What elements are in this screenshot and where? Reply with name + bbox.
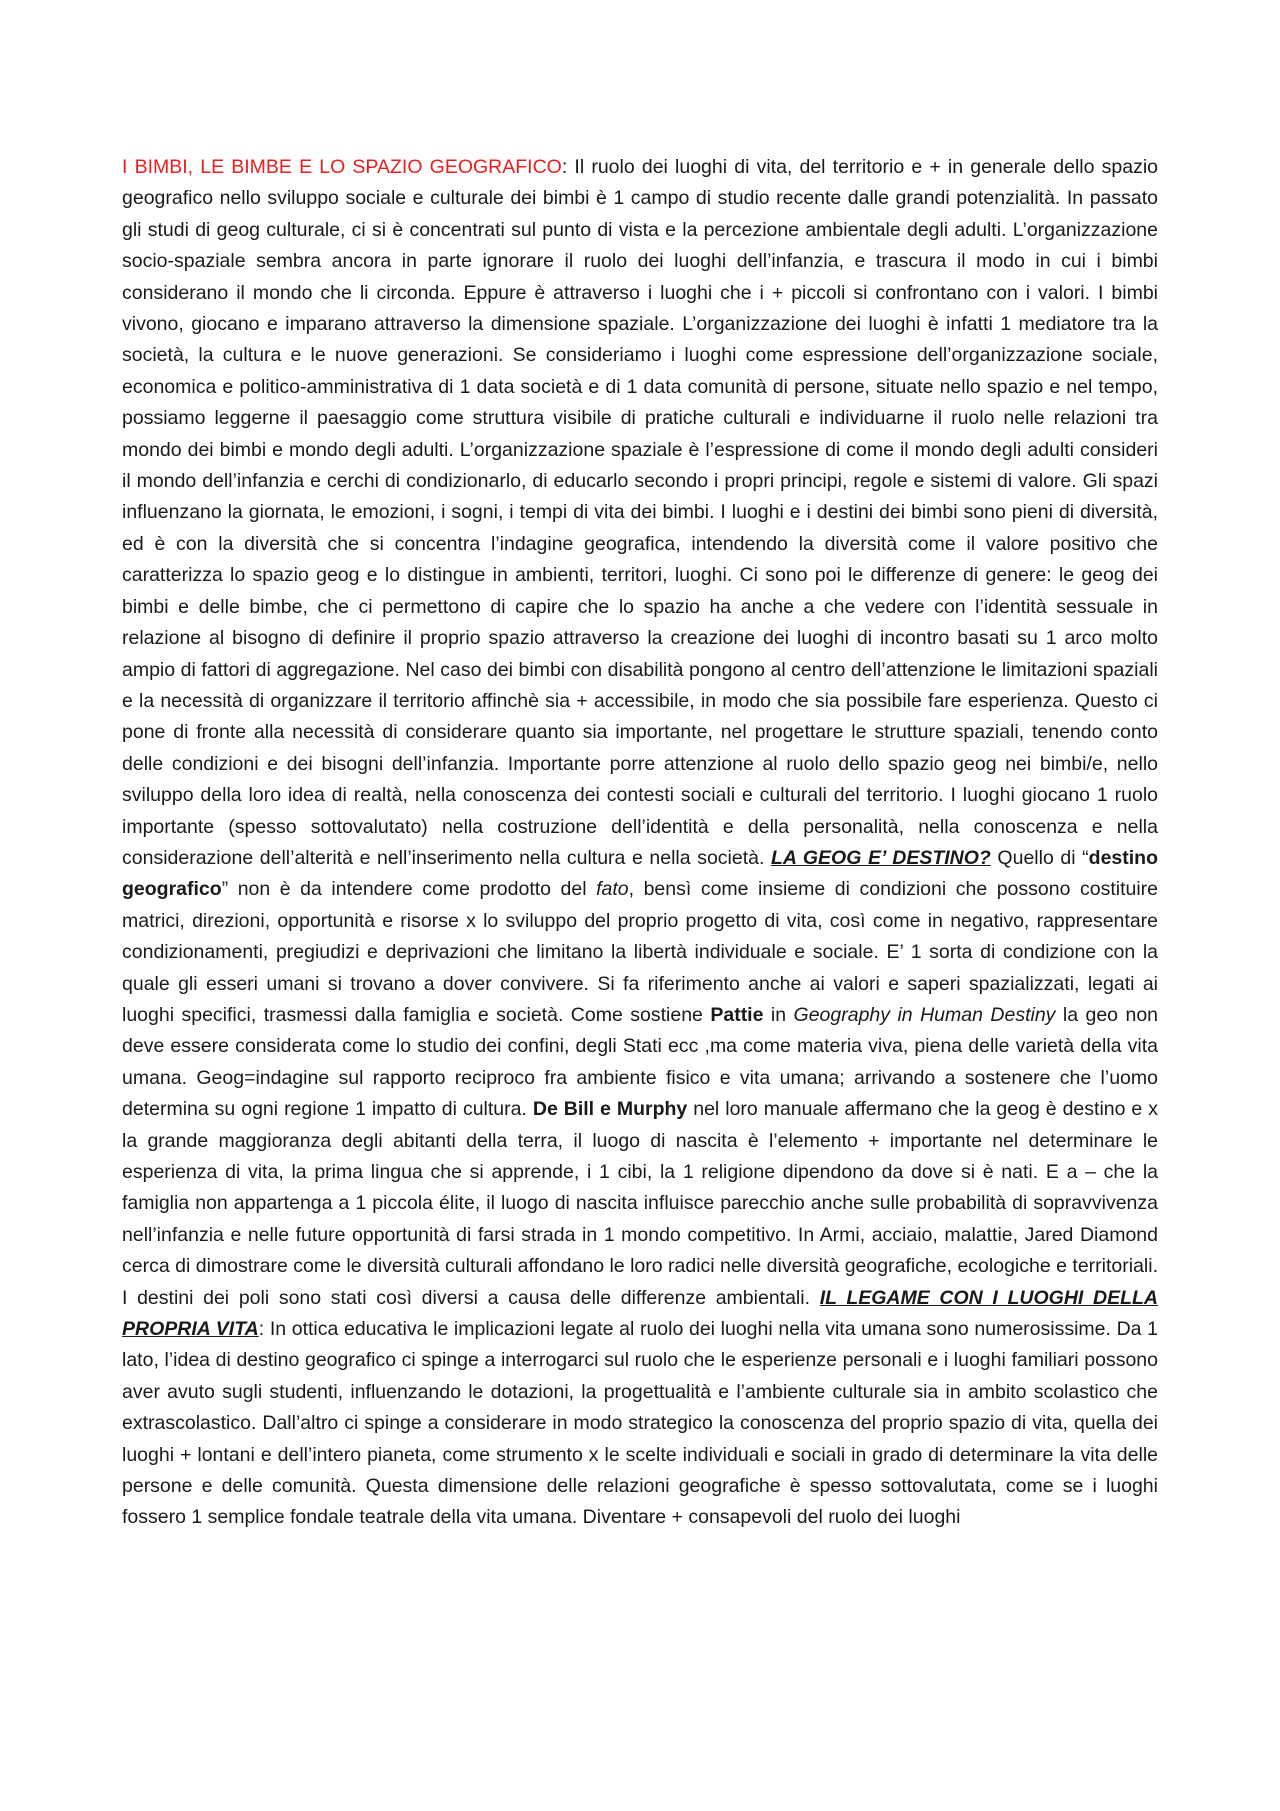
text-run: Quello di “	[990, 846, 1089, 869]
text-run: , bensì come insieme di condizioni che possono costituire matrici, direzioni, opportunità e risorse x lo sviluppo del proprio progetto di vita, così come in negativo, rappresentare condizionamenti, pregiudizi e deprivazioni che limitano la libertà individuale e sociale. E’ 1 sorta di condizione con la quale gli esseri umani si trovano a dover convivere. Si fa riferimento anche ai valori e saperi spazializzati, legati ai luoghi specifici, trasmessi dalla famiglia e società. Come sostiene	[122, 878, 1159, 1026]
bold-text: destino geografico	[122, 846, 1158, 901]
title-heading: I BIMBI, LE BIMBE E LO SPAZIO GEOGRAFICO	[122, 156, 562, 178]
italic-text: fato	[596, 878, 629, 901]
text-run: in	[763, 1003, 794, 1026]
section-heading: IL LEGAME CON I LUOGHI DELLA PROPRIA VITA	[122, 1286, 1158, 1341]
italic-text: Geography in Human Destiny	[793, 1003, 1056, 1026]
body-paragraph	[122, 152, 1158, 1534]
text-run: : In ottica educativa le implicazioni legate al ruolo dei luoghi nella vita umana sono numerosissime. Da 1 lato, l’idea di destino geografico ci spinge a interrogarci sul ruolo che le esperienze personali e i luoghi familiari possono aver avuto sugli studenti, influenzando le dotazioni, la progettualità e l’ambiente culturale sia in ambito scolastico che extrascolastico. Dall’altro ci spinge a considerare in modo strategico la conoscenza del proprio spazio di vita, quella dei luoghi + lontani e dell’intero pianeta, come strumento x le scelte individuali e sociali in grado di determinare la vita delle persone e delle comunità. Questa dimensione delle relazioni geografiche è spesso sottovalutata, come se i luoghi fossero 1 semplice fondale teatrale della vita umana. Diventare + consapevoli del ruolo dei luoghi	[122, 1318, 1158, 1529]
section-heading: LA GEOG E’ DESTINO?	[771, 846, 991, 869]
text-run: la geo non deve essere considerata come lo studio dei confini, degli Stati ecc ,ma come materia viva, piena delle varietà della vita umana. Geog=indagine sul rapporto reciproco fra ambiente fisico e vita umana; arrivando a sostenere che l’uomo determina su ogni regione 1 impatto di cultura.	[122, 1003, 1159, 1121]
bold-text: Pattie	[710, 1003, 764, 1026]
text-run: nel loro manuale affermano che la geog è destino e x la grande maggioranza degli abitanti della terra, il luogo di nascita è l’elemento + importante nel determinare le esperienza di vita, la prima lingua che si apprende, i 1 cibi, la 1 religione dipendono da dove si è nati. E a – che la famiglia non appartenga a 1 piccola élite, il luogo di nascita influisce parecchio anche sulle probabilità di sopravvivenza nell’infanzia e nelle future opportunità di farsi strada in 1 mondo competitivo. In Armi, acciaio, malattie, Jared Diamond cerca di dimostrare come le diversità culturali affondano le loro radici nelle diversità geografiche, ecologiche e territoriali. I destini dei poli sono stati così diversi a causa delle differenze ambientali.	[122, 1098, 1158, 1309]
text-run: ” non è da intendere come prodotto del	[221, 878, 597, 901]
text-run: : Il ruolo dei luoghi di vita, del territorio e + in generale dello spazio geografico nello sviluppo sociale e culturale dei bimbi è 1 campo di studio recente dalle grandi potenzialità. In passato gli studi di geog culturale, ci si è concentrati sul punto di vista e la percezione ambientale degli adulti. L’organizzazione socio-spaziale sembra ancora in parte ignorare il ruolo dei luoghi dell’infanzia, e trascura il modo in cui i bimbi considerano il mondo che li circonda. Eppure è attraverso i luoghi che i + piccoli si confrontano con i valori. I bimbi vivono, giocano e imparano attraverso la dimensione spaziale. L’organizzazione dei luoghi è infatti 1 mediatore tra la società, la cultura e le nuove generazioni. Se consideriamo i luoghi come espressione dell’organizzazione sociale, economica e politico-amministrativa di 1 data società e di 1 data comunità di persone, situate nello spazio e nel tempo, possiamo leggerne il paesaggio come struttura visibile di pratiche culturali e individuarne il ruolo nelle relazioni tra mondo dei bimbi e mondo degli adulti. L’organizzazione spaziale è l’espressione di come il mondo degli adulti consideri il mondo dell’infanzia e cerchi di condizionarlo, di educarlo secondo i propri principi, regole e sistemi di valore. Gli spazi influenzano la giornata, le emozioni, i sogni, i tempi di vita dei bimbi. I luoghi e i destini dei bimbi sono pieni di diversità, ed è con la diversità che si concentra l’indagine geografica, intendendo la diversità come il valore positivo che caratterizza lo spazio geog e lo distingue in ambienti, territori, luoghi. Ci sono poi le differenze di genere: le geog dei bimbi e delle bimbe, che ci permettono di capire che lo spazio ha anche a che vedere con l’identità sessuale in relazione al bisogno di definire il proprio spazio attraverso la creazione dei luoghi di incontro basati su 1 arco molto ampio di fattori di aggregazione. Nel caso dei bimbi con disabilità pongono al centro dell’attenzione le limitazioni spaziali e la necessità di organizzare il territorio affinchè sia + accessibile, in modo che sia possibile fare esperienza. Questo ci pone di fronte alla necessità di considerare quanto sia importante, nel progettare le strutture spaziali, tenendo conto delle condizioni e dei bisogni dell’infanzia. Importante porre attenzione al ruolo dello spazio geog nei bimbi/e, nello sviluppo della loro idea di realtà, nella conoscenza dei contesti sociali e culturali del territorio. I luoghi giocano 1 ruolo importante (spesso sottovalutato) nella costruzione dell’identità e della personalità, nella conoscenza e nella considerazione dell’alterità e nell’inserimento nella cultura e nella società.	[122, 156, 1159, 869]
bold-text: De Bill e Murphy	[532, 1098, 688, 1121]
